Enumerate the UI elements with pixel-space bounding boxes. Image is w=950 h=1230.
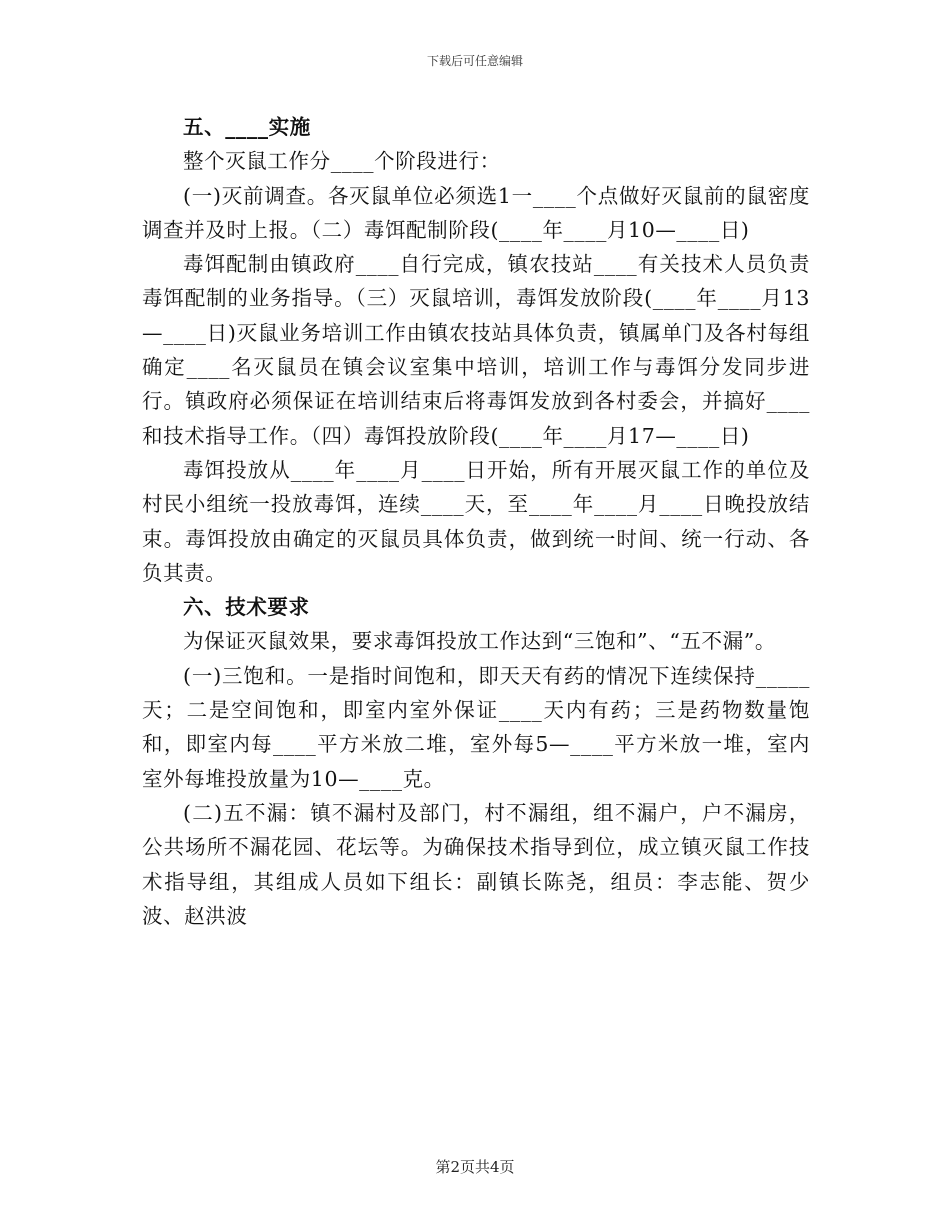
paragraph-three-saturations: (一)三饱和。一是指时间饱和，即天天有药的情况下连续保持_____天；二是空间饱和，即室内室外保证____天内有药；三是药物数量饱和，即室内每____平方米放二堆，室外每5—____平方米放一堆，室内室外每堆投放量为10—____克。 (142, 663, 810, 791)
page-footer-page-number: 第2页共4页 (435, 1158, 515, 1176)
section-heading-technical-requirements: 六、技术要求 (183, 595, 310, 620)
paragraph-stages-intro: 整个灭鼠工作分____个阶段进行： (183, 149, 501, 174)
paragraph-five-no-omissions: (二)五不漏：镇不漏村及部门，村不漏组，组不漏户，户不漏房，公共场所不漏花园、花坛等。为确保技术指导到位，成立镇灭鼠工作技术指导组，其组成人员如下组长：副镇长陈尧，组员：李志能、贺少波、赵洪波 (142, 800, 810, 928)
paragraph-stage-survey: (一)灭前调查。各灭鼠单位必须选1一____个点做好灭鼠前的鼠密度调查并及时上报。（二）毒饵配制阶段(____年____月10—____日) (142, 183, 810, 242)
paragraph-bait-preparation: 毒饵配制由镇政府____自行完成，镇农技站____有关技术人员负责毒饵配制的业务指导。（三）灭鼠培训，毒饵发放阶段(____年____月13—____日)灭鼠业务培训工作由镇农技站具体负责，镇属单门及各村每组确定____名灭鼠员在镇会议室集中培训，培训工作与毒饵分发同步进行。镇政府必须保证在培训结束后将毒饵发放到各村委会，并搞好____和技术指导工作。（四）毒饵投放阶段(____年____月17—____日) (142, 252, 810, 448)
paragraph-bait-placement: 毒饵投放从____年____月____日开始，所有开展灭鼠工作的单位及村民小组统一投放毒饵，连续____天，至____年____月____日晚投放结束。毒饵投放由确定的灭鼠员具体负责，做到统一时间、统一行动、各负其责。 (142, 457, 810, 585)
document-body (142, 110, 810, 933)
paragraph-requirements-intro: 为保证灭鼠效果，要求毒饵投放工作达到“三饱和”、“五不漏”。 (183, 629, 776, 654)
page-header-note: 下载后可任意编辑 (426, 54, 523, 68)
section-heading-implementation: 五、____实施 (183, 115, 311, 139)
